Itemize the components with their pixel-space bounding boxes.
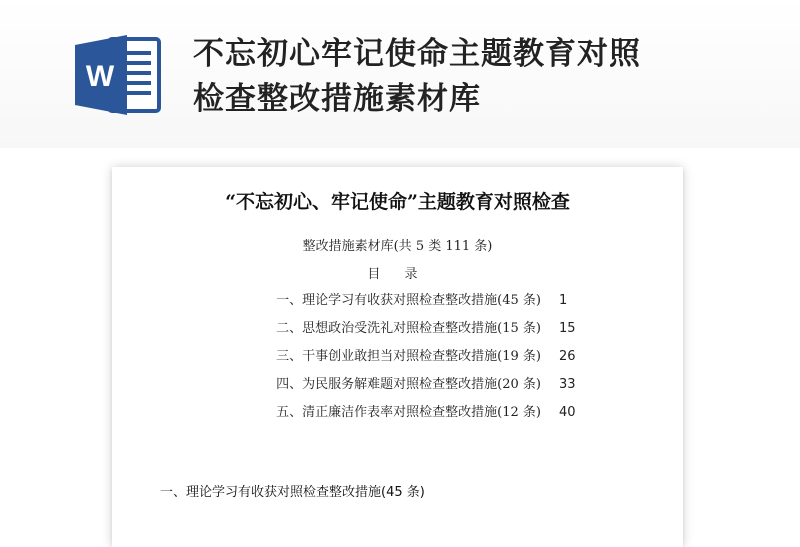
toc-entry-text: 四、为民服务解难题对照检查整改措施(20 条) [276,377,541,392]
word-icon-letter: W [85,60,115,93]
toc-entry[interactable] [229,318,589,346]
page-title [193,32,753,122]
toc-entry[interactable] [229,290,589,318]
toc-heading: 目 录 [367,267,428,282]
toc-entry[interactable] [229,346,589,374]
page-title-line-1: 不忘初心牢记使命主题教育对照 [193,36,641,72]
toc-entry-text: 五、清正廉洁作表率对照检查整改措施(12 条) [276,405,541,420]
toc-entry-page: 1 [559,293,568,308]
toc-entry-page: 33 [559,377,576,392]
toc-entry-page: 26 [559,349,576,364]
toc-entry[interactable] [229,402,589,430]
toc-entry-text: 三、干事创业敢担当对照检查整改措施(19 条) [276,349,541,364]
toc-entry-text: 一、理论学习有收获对照检查整改措施(45 条) [276,293,541,308]
toc-entry-page: 15 [559,321,576,336]
table-of-contents [229,290,589,430]
document-subtitle: 整改措施素材库(共 5 类 111 条) [302,239,493,254]
toc-entry-text: 二、思想政治受洗礼对照检查整改措施(15 条) [276,321,541,336]
toc-entry[interactable] [229,374,589,402]
page-title-line-2: 检查整改措施素材库 [193,81,481,117]
section-heading: 一、理论学习有收获对照检查整改措施(45 条) [160,485,425,500]
document-title: “不忘初心、牢记使命”主题教育对照检查 [225,191,570,213]
word-icon [75,33,163,117]
toc-entry-page: 40 [559,405,576,420]
document-page [112,167,683,547]
